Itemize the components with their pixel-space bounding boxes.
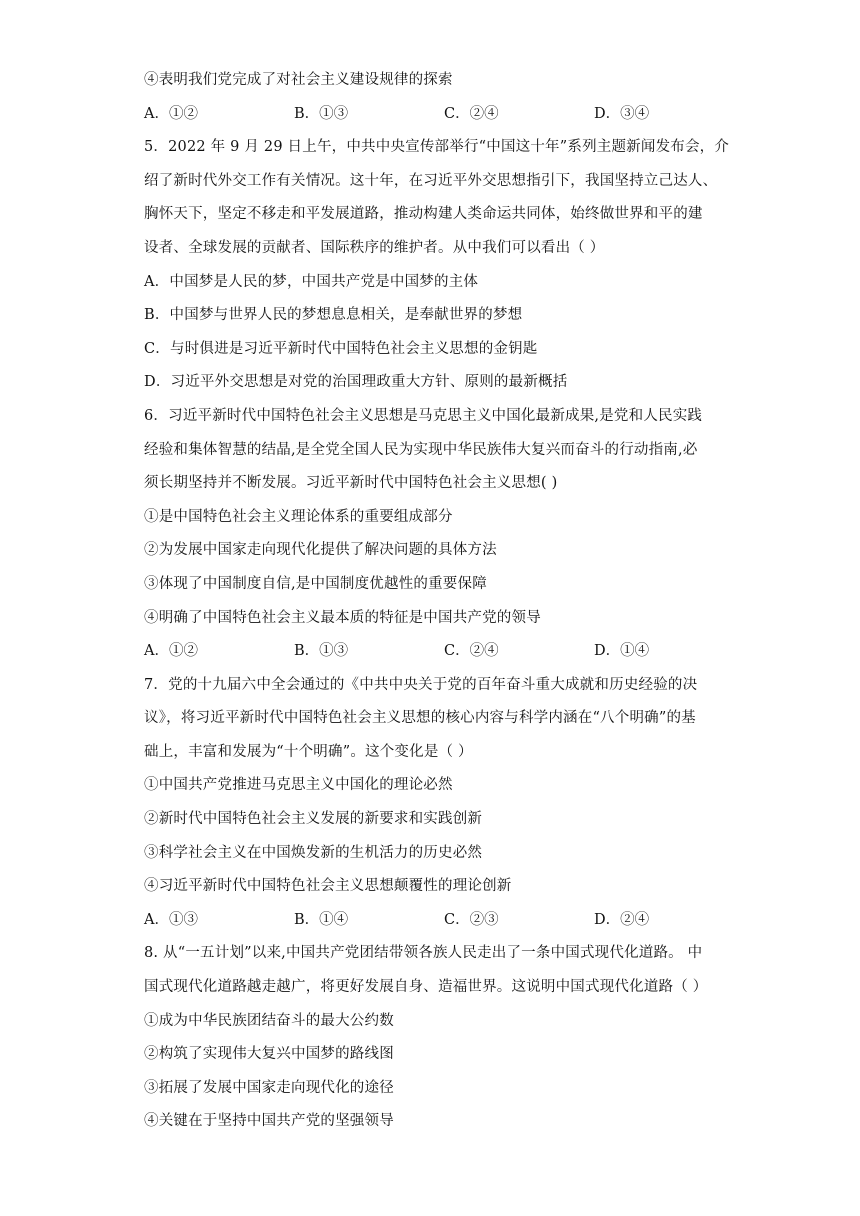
q5-choice-b[interactable]: B．中国梦与世界人民的梦想息息相关，是奉献世界的梦想 — [144, 307, 523, 324]
exam-page — [144, 64, 730, 1139]
q5-stem-line: 设者、全球发展的贡献者、国际秩序的维护者。从中我们可以看出（ ） — [144, 239, 605, 256]
question-6 — [144, 400, 724, 669]
q6-item-4: ④明确了中国特色社会主义最本质的特征是中国共产党的领导 — [144, 609, 541, 626]
q4-option-a[interactable]: A．①② — [144, 105, 198, 122]
q8-item-4: ④关键在于坚持中国共产党的坚强领导 — [144, 1113, 394, 1130]
q8-stem-line: 8. 从“一五计划”以来,中国共产党团结带领各族人民走出了一条中国式现代化道路。 中 — [144, 945, 703, 962]
question-4-tail — [144, 64, 724, 131]
q6-item-3: ③体现了中国制度自信,是中国制度优越性的重要保障 — [144, 575, 487, 592]
q7-option-a[interactable]: A．①③ — [144, 911, 198, 928]
q6-option-a[interactable]: A．①② — [144, 643, 198, 660]
q7-item-4: ④习近平新时代中国特色社会主义思想颠覆性的理论创新 — [144, 878, 512, 895]
q8-item-3: ③拓展了发展中国家走向现代化的途径 — [144, 1079, 394, 1096]
q7-stem-line: 础上，丰富和发展为“十个明确”。这个变化是（ ） — [144, 743, 473, 760]
q4-options — [144, 98, 724, 132]
q7-item-2: ②新时代中国特色社会主义发展的新要求和实践创新 — [144, 811, 483, 828]
q7-option-d[interactable]: D．②④ — [594, 911, 650, 928]
q8-item-1: ①成为中华民族团结奋斗的最大公约数 — [144, 1012, 394, 1029]
q7-stem-line: 7．党的十九届六中全会通过的《中共中央关于党的百年奋斗重大成就和历史经验的决 — [144, 676, 698, 693]
q6-option-d[interactable]: D．①④ — [594, 643, 650, 660]
q6-item-2: ②为发展中国家走向现代化提供了解决问题的具体方法 — [144, 542, 497, 559]
q7-options — [144, 904, 724, 938]
question-5 — [144, 131, 730, 400]
q6-stem-line: 6．习近平新时代中国特色社会主义思想是马克思主义中国化最新成果,是党和人民实践 — [144, 407, 703, 424]
q7-item-1: ①中国共产党推进马克思主义中国化的理论必然 — [144, 777, 453, 794]
q4-option-c[interactable]: C．②④ — [444, 105, 499, 122]
q6-option-b[interactable]: B．①③ — [294, 643, 349, 660]
q6-stem-line: 须长期坚持并不断发展。习近平新时代中国特色社会主义思想( ) — [144, 475, 558, 492]
question-8 — [144, 937, 724, 1139]
q6-item-1: ①是中国特色社会主义理论体系的重要组成部分 — [144, 508, 453, 525]
q7-stem-line: 议》，将习近平新时代中国特色社会主义思想的核心内容与科学内涵在“八个明确”的基 — [144, 710, 696, 727]
q7-item-3: ③科学社会主义在中国焕发新的生机活力的历史必然 — [144, 844, 483, 861]
question-7 — [144, 669, 724, 938]
q4-option-d[interactable]: D．③④ — [594, 105, 650, 122]
q7-option-b[interactable]: B．①④ — [294, 911, 349, 928]
q5-stem-line: 绍了新时代外交工作有关情况。这十年，在习近平外交思想指引下，我国坚持立己达人、 — [144, 172, 718, 189]
q8-item-2: ②构筑了实现伟大复兴中国梦的路线图 — [144, 1046, 394, 1063]
q5-choice-a[interactable]: A．中国梦是人民的梦，中国共产党是中国梦的主体 — [144, 273, 479, 290]
q5-stem-line: 胸怀天下，坚定不移走和平发展道路，推动构建人类命运共同体，始终做世界和平的建 — [144, 206, 703, 223]
q5-choice-c[interactable]: C．与时俱进是习近平新时代中国特色社会主义思想的金钥匙 — [144, 340, 538, 357]
q6-options — [144, 635, 724, 669]
q5-choice-d[interactable]: D．习近平外交思想是对党的治国理政重大方针、原则的最新概括 — [144, 374, 568, 391]
q5-stem-line: 5．2022 年 9 月 29 日上午，中共中央宣传部举行“中国这十年”系列主题新闻发布会，介 — [144, 139, 730, 156]
q4-item-4: ④表明我们党完成了对社会主义建设规律的探索 — [144, 72, 453, 88]
q4-option-b[interactable]: B．①③ — [294, 105, 349, 122]
q6-option-c[interactable]: C．②④ — [444, 643, 499, 660]
q6-stem-line: 经验和集体智慧的结晶,是全党全国人民为实现中华民族伟大复兴而奋斗的行动指南,必 — [144, 441, 698, 458]
q8-stem-line: 国式现代化道路越走越广，将更好发展自身、造福世界。这说明中国式现代化道路（ ） — [144, 979, 708, 996]
q7-option-c[interactable]: C．②③ — [444, 911, 499, 928]
